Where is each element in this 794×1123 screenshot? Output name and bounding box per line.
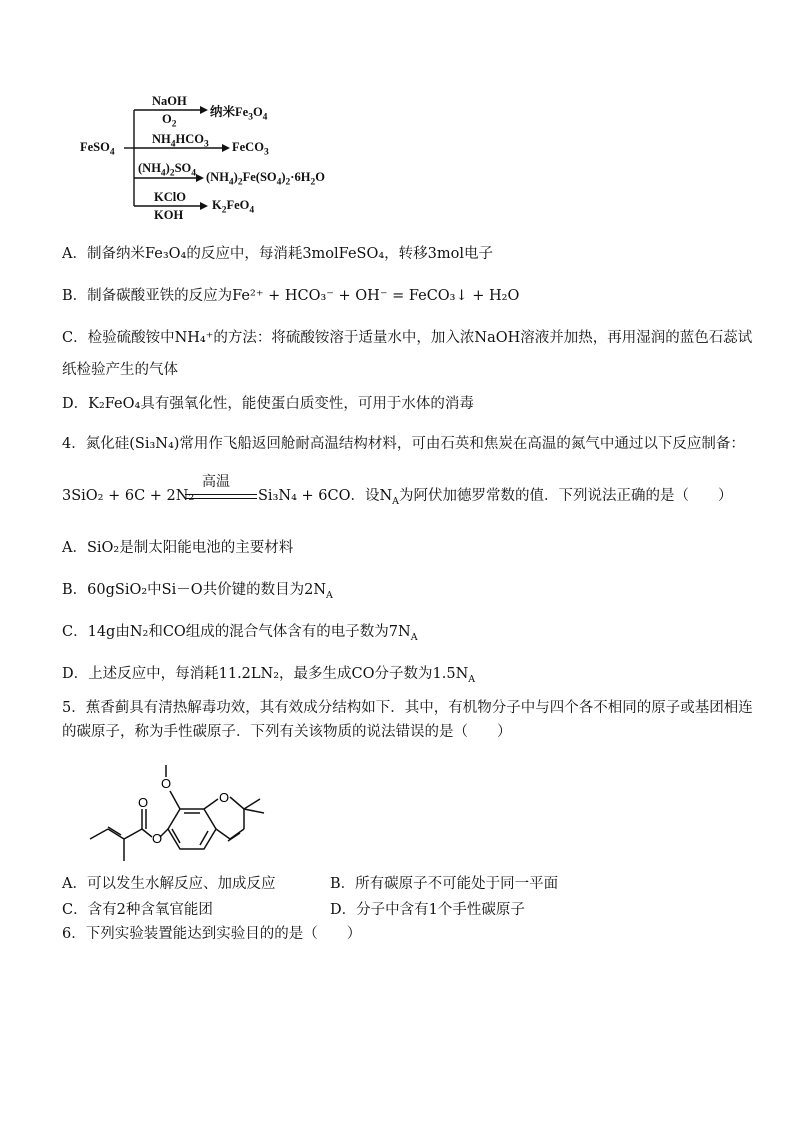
- q3-option-a: A．制备纳米Fe₃O₄的反应中，每消耗3molFeSO₄，转移3mol电子: [62, 246, 493, 262]
- q3-option-c-line2: 纸检验产生的气体: [62, 362, 178, 378]
- scheme-lines: [0, 0, 794, 230]
- q4-eq-right: Si₃N₄ + 6CO．设$N_A$为阿伏加德罗常数的值．下列说法正确的是（ ）: [258, 488, 733, 507]
- q5-option-a: A．可以发生水解反应、加成反应: [62, 876, 276, 892]
- q3-option-d: D．K₂FeO₄具有强氧化性，能使蛋白质变性，可用于水体的消毒: [62, 396, 474, 412]
- q3-option-c-line1: C．检验硫酸铵中NH₄⁺的方法：将硫酸铵溶于适量水中，加入浓NaOH溶液并加热，再用湿润的蓝色石蕊试: [62, 330, 753, 346]
- q4-eq-condition: 高温: [202, 474, 230, 490]
- q4-option-a: A．SiO₂是制太阳能电池的主要材料: [62, 540, 294, 556]
- carbonyl-oxygen-label: O: [138, 795, 149, 810]
- q4-option-b: B．60gSiO₂中Si－O共价键的数目为$2N_A$: [62, 582, 333, 601]
- product-k2feo4: $K_2FeO_4$: [212, 198, 255, 216]
- q5-stem-line2: 的碳原子，称为手性碳原子．下列有关该物质的说法错误的是（ ）: [62, 724, 512, 740]
- reagent-nh4hco3: $NH_4HCO_3$: [152, 132, 209, 150]
- scheme-start: FeSO$_4$: [80, 140, 115, 158]
- product-nano-fe3o4: 纳米$Fe_3O_4$: [210, 105, 268, 123]
- q4-stem: 4．氮化硅(Si₃N₄)常用作飞船返回舱耐高温结构材料，可由石英和焦炭在高温的氮气中通过以下反应制备：: [62, 436, 745, 452]
- product-feco3: FeCO$_3$: [232, 140, 269, 158]
- q4-option-c: C．14g由N₂和CO组成的混合气体含有的电子数为$7N_A$: [62, 624, 418, 643]
- pyran-oxygen-label: O: [219, 790, 230, 805]
- q4-eq-line: [185, 494, 257, 495]
- q3-option-b: B．制备碳酸亚铁的反应为Fe²⁺ + HCO₃⁻ + OH⁻ = FeCO₃↓ + H₂O: [62, 288, 520, 304]
- ester-oxygen-label: O: [152, 831, 163, 846]
- reagent-o2: $O_2$: [162, 112, 177, 130]
- molecule-structure: [80, 755, 320, 890]
- q4-eq-line-lower: [185, 498, 257, 499]
- product-mohr-salt: $(NH_4)_2Fe(SO_4)_2\cdot 6H_2O$: [206, 170, 325, 188]
- reagent-nh4-2so4: $(NH_4)_2SO_4$: [138, 161, 197, 179]
- reagent-kclo: KClO: [154, 190, 186, 204]
- q4-eq-left: 3SiO₂ + 6C + 2N₂: [62, 488, 195, 504]
- methoxy-oxygen-label: O: [161, 776, 172, 791]
- reagent-naoh: NaOH: [152, 94, 187, 108]
- q6-stem: 6．下列实验装置能达到实验目的的是（ ）: [62, 926, 362, 942]
- q5-option-c: C．含有2种含氧官能团: [62, 902, 213, 918]
- q4-option-d: D．上述反应中，每消耗11.2LN₂，最多生成CO分子数为$1.5N_A$: [62, 666, 476, 685]
- q5-option-b: B．所有碳原子不可能处于同一平面: [330, 876, 559, 892]
- q5-option-d: D．分子中含有1个手性碳原子: [330, 902, 525, 918]
- reagent-koh: KOH: [154, 208, 184, 222]
- q5-stem-line1: 5．蕉香蓟具有清热解毒功效，其有效成分结构如下．其中，有机物分子中与四个各不相同的原子或基团相连: [62, 700, 753, 716]
